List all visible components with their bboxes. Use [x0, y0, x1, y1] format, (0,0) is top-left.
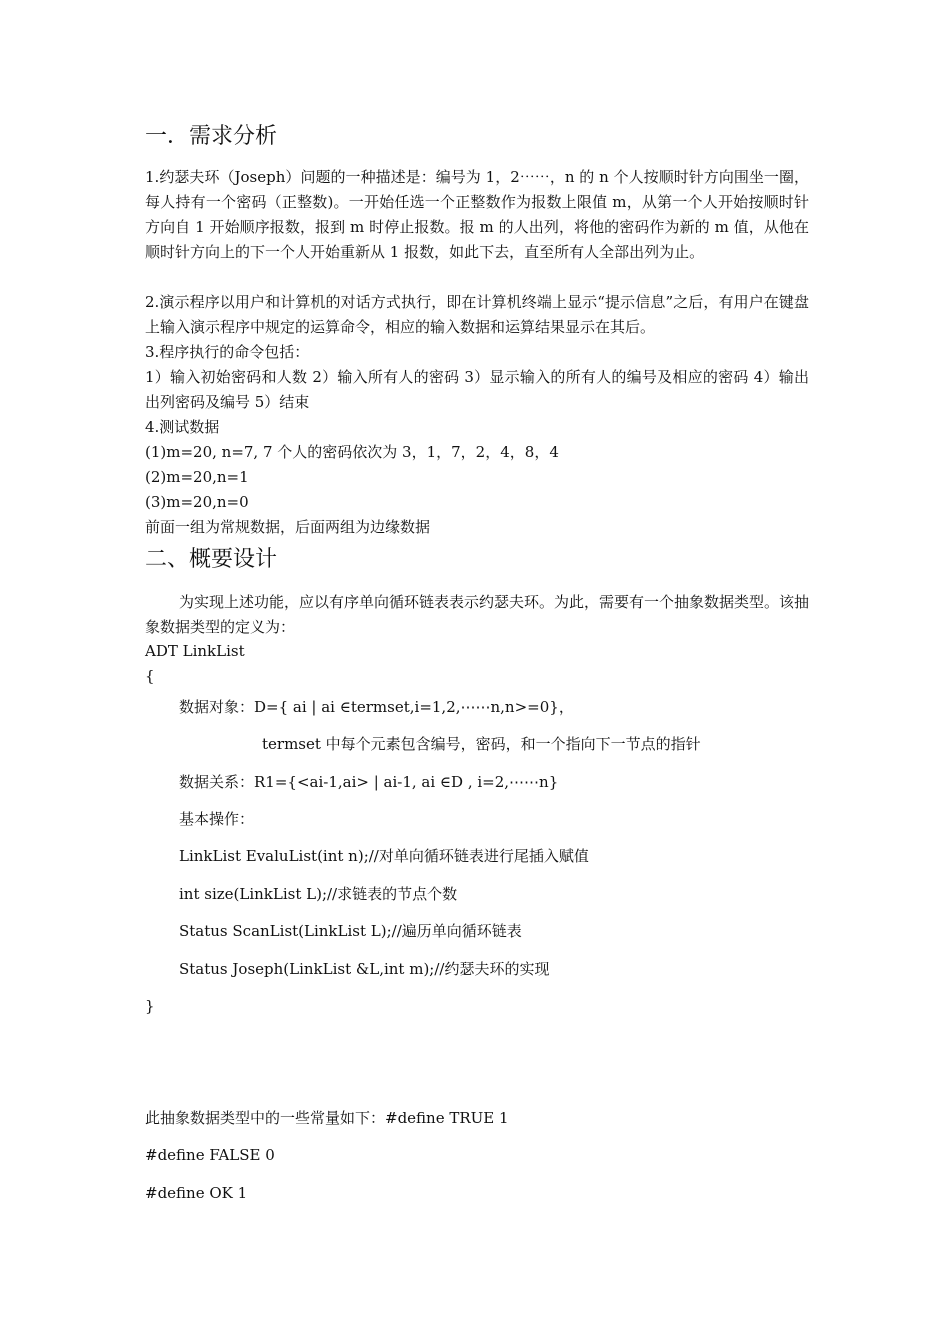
constants-intro: 此抽象数据类型中的一些常量如下：#define TRUE 1	[145, 1109, 509, 1127]
adt-op-scanlist: Status ScanList(LinkList L);//遍历单向循环链表	[179, 922, 522, 940]
test-data-note: 前面一组为常规数据，后面两组为边缘数据	[145, 518, 431, 536]
adt-basic-ops-title: 基本操作：	[179, 810, 255, 828]
paragraph-commands-list: 1）输入初始密码和人数 2）输入所有人的密码 3）显示输入的所有人的编号及相应的密码 4）输出出列密码及编号 5）结束	[145, 368, 809, 411]
test-data-2: (2)m=20,n=1	[145, 468, 249, 486]
paragraph-design-intro: 为实现上述功能，应以有序单向循环链表表示约瑟夫环。为此，需要有一个抽象数据类型。该抽象数据类型的定义为：	[145, 593, 810, 636]
adt-close-brace: }	[145, 997, 155, 1015]
adt-op-joseph: Status Joseph(LinkList &L,int m);//约瑟夫环的实现	[179, 960, 550, 978]
adt-open-brace: {	[145, 667, 155, 685]
adt-data-object-note: termset 中每个元素包含编号，密码，和一个指向下一节点的指针	[262, 735, 701, 753]
heading-requirements: 一．需求分析	[145, 124, 278, 149]
paragraph-demo-program: 2.演示程序以用户和计算机的对话方式执行，即在计算机终端上显示“提示信息”之后，有用户在键盘上输入演示程序中规定的运算命令，相应的输入数据和运算结果显示在其后。	[145, 293, 809, 336]
test-data-1: (1)m=20, n=7, 7 个人的密码依次为 3，1，7，2，4，8，4	[145, 443, 559, 461]
adt-data-relation: 数据关系：R1={<ai-1,ai> | ai-1, ai ∈D , i=2,⋯⋯n}	[179, 773, 559, 791]
constant-ok: #define OK 1	[145, 1184, 248, 1202]
paragraph-joseph-description: 1.约瑟夫环（Joseph）问题的一种描述是：编号为 1，2⋯⋯，n 的 n 个人按顺时针方向围坐一圈，每人持有一个密码（正整数)。一开始任选一个正整数作为报数上限值 m，从第一个人开始按顺时针方向自 1 开始顺序报数，报到 m 时停止报数。报 m 的人出列，将他的密码作为新的 m 值，从他在顺时针方向上的下一个人开始重新从 1 报数，如此下去，直至所有人全部出列为止。	[145, 168, 809, 261]
constant-false: #define FALSE 0	[145, 1146, 275, 1164]
adt-op-evalulist: LinkList EvaluList(int n);//对单向循环链表进行尾插入赋值	[179, 847, 589, 865]
adt-name: ADT LinkList	[145, 642, 245, 660]
test-data-3: (3)m=20,n=0	[145, 493, 249, 511]
paragraph-test-data-title: 4.测试数据	[145, 418, 220, 436]
heading-outline-design: 二、概要设计	[145, 547, 278, 572]
paragraph-commands-title: 3.程序执行的命令包括：	[145, 343, 310, 361]
adt-data-object: 数据对象：D={ ai | ai ∈termset,i=1,2,⋯⋯n,n>=0}，	[179, 698, 574, 716]
adt-op-size: int size(LinkList L);//求链表的节点个数	[179, 885, 458, 903]
